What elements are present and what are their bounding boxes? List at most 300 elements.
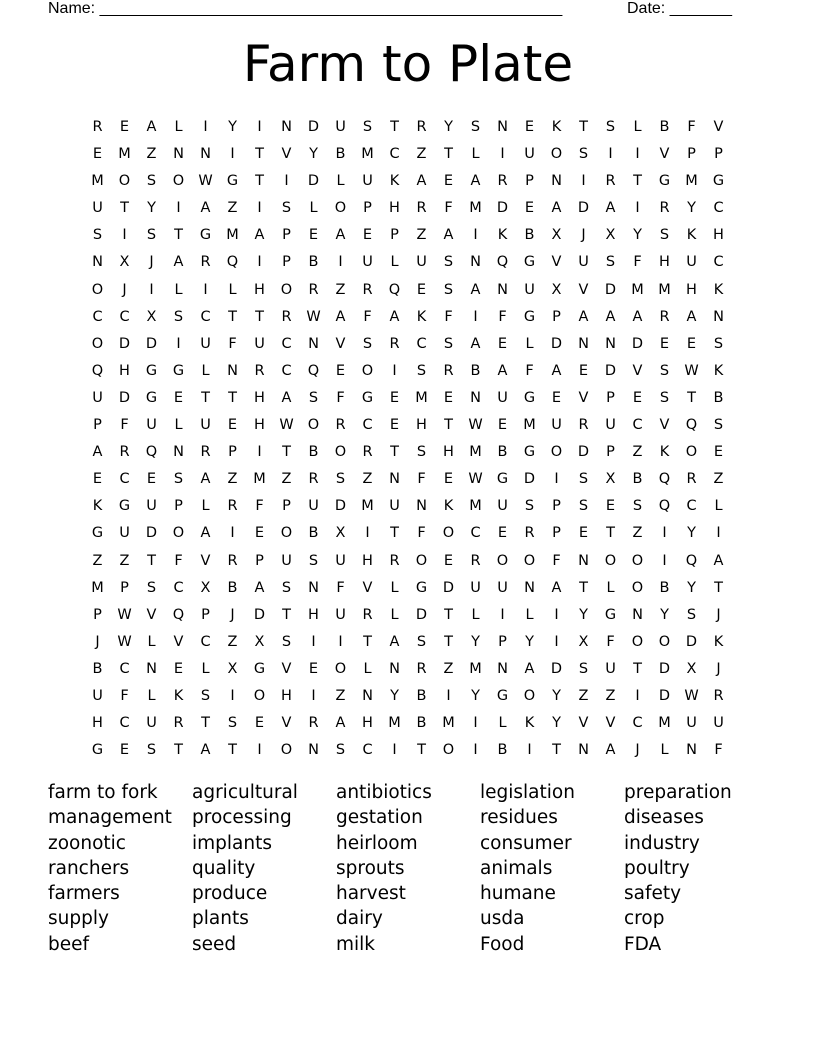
grid-letter[interactable]: R [389,335,400,352]
grid-letter[interactable]: N [497,660,508,677]
grid-letter[interactable]: O [442,525,455,542]
grid-letter[interactable]: D [307,119,320,135]
grid-letter[interactable]: N [389,660,400,677]
grid-letter[interactable]: V [281,660,292,677]
grid-letter[interactable]: M [658,281,671,298]
grid-letter[interactable]: V [281,146,292,163]
grid-letter[interactable]: H [254,389,265,406]
grid-letter[interactable]: C [470,525,481,542]
grid-letter[interactable]: A [200,200,211,217]
grid-letter[interactable]: S [173,471,184,488]
grid-letter[interactable]: A [416,173,427,190]
grid-letter[interactable]: F [417,525,426,542]
grid-letter[interactable]: G [145,389,158,406]
grid-letter[interactable]: R [173,715,184,732]
grid-letter[interactable]: G [361,389,374,406]
grid-letter[interactable]: A [470,335,481,352]
grid-letter[interactable]: H [443,444,454,461]
grid-letter[interactable]: K [497,227,508,244]
grid-letter[interactable]: G [172,362,185,379]
grid-letter[interactable]: D [550,660,563,677]
grid-letter[interactable]: T [633,660,642,677]
grid-letter[interactable]: I [257,119,262,135]
grid-letter[interactable]: P [120,579,129,596]
grid-letter[interactable]: K [686,227,697,244]
grid-letter[interactable]: T [120,200,129,217]
grid-letter[interactable]: C [200,633,211,650]
grid-letter[interactable]: K [443,498,454,515]
grid-letter[interactable]: S [578,498,589,515]
grid-letter[interactable]: F [714,742,723,759]
grid-letter[interactable]: T [282,444,291,461]
grid-letter[interactable]: S [362,119,373,135]
grid-letter[interactable]: U [713,715,724,732]
grid-letter[interactable]: N [578,335,589,352]
grid-letter[interactable]: U [335,606,346,623]
grid-letter[interactable]: G [658,173,671,190]
grid-letter[interactable]: Z [578,687,589,704]
grid-letter[interactable]: X [227,660,238,677]
grid-letter[interactable]: F [687,119,696,135]
grid-letter[interactable]: T [255,173,264,190]
grid-letter[interactable]: O [685,444,698,461]
grid-letter[interactable]: O [334,200,347,217]
grid-letter[interactable]: L [363,660,372,677]
grid-letter[interactable]: S [281,200,292,217]
grid-letter[interactable]: J [122,281,127,298]
grid-letter[interactable]: D [577,444,590,461]
grid-letter[interactable]: A [200,471,211,488]
grid-letter[interactable]: S [416,362,427,379]
grid-letter[interactable]: J [716,606,721,623]
grid-letter[interactable]: U [605,417,616,434]
grid-letter[interactable]: H [362,552,373,569]
grid-letter[interactable]: P [552,525,561,542]
grid-letter[interactable]: I [554,633,559,650]
grid-letter[interactable]: E [578,525,589,542]
grid-letter[interactable]: O [631,579,644,596]
grid-letter[interactable]: F [255,498,264,515]
grid-letter[interactable]: E [632,389,643,406]
grid-letter[interactable]: S [146,173,157,190]
grid-letter[interactable]: T [363,633,372,650]
grid-letter[interactable]: L [633,119,642,135]
grid-letter[interactable]: B [416,687,427,704]
grid-letter[interactable]: N [173,444,184,461]
grid-letter[interactable]: I [473,227,478,244]
grid-letter[interactable]: E [92,471,103,488]
grid-letter[interactable]: V [551,254,562,271]
grid-letter[interactable]: P [552,308,561,325]
grid-letter[interactable]: E [551,389,562,406]
grid-letter[interactable]: Z [335,281,346,298]
grid-letter[interactable]: T [606,525,615,542]
grid-letter[interactable]: S [632,498,643,515]
grid-letter[interactable]: Y [471,633,480,650]
grid-letter[interactable]: O [361,362,374,379]
grid-letter[interactable]: K [659,444,670,461]
grid-letter[interactable]: B [92,660,103,677]
grid-letter[interactable]: N [497,119,508,135]
grid-letter[interactable]: S [308,389,319,406]
grid-letter[interactable]: N [146,660,157,677]
grid-letter[interactable]: I [365,525,370,542]
grid-letter[interactable]: U [470,579,481,596]
grid-letter[interactable]: S [605,119,616,135]
grid-letter[interactable]: P [390,227,399,244]
grid-letter[interactable]: O [631,552,644,569]
grid-letter[interactable]: M [118,146,131,163]
grid-letter[interactable]: J [95,633,100,650]
grid-letter[interactable]: I [176,200,181,217]
grid-letter[interactable]: C [119,715,130,732]
grid-letter[interactable]: E [524,200,535,217]
grid-letter[interactable]: B [308,444,319,461]
grid-letter[interactable]: C [713,254,724,271]
grid-letter[interactable]: O [334,660,347,677]
grid-letter[interactable]: D [334,498,347,515]
grid-letter[interactable]: F [336,389,345,406]
grid-letter[interactable]: Z [335,687,346,704]
grid-letter[interactable]: C [686,498,697,515]
grid-letter[interactable]: U [119,525,130,542]
grid-letter[interactable]: E [92,146,103,163]
grid-letter[interactable]: B [497,742,508,759]
grid-letter[interactable]: S [443,281,454,298]
grid-letter[interactable]: C [389,146,400,163]
grid-letter[interactable]: M [442,715,455,732]
grid-letter[interactable]: L [606,579,615,596]
grid-letter[interactable]: Q [658,498,671,515]
grid-letter[interactable]: A [470,173,481,190]
grid-letter[interactable]: T [255,146,264,163]
name-field[interactable]: Name: ____________________________________________________ [48,0,563,17]
grid-letter[interactable]: L [471,146,480,163]
grid-letter[interactable]: C [281,335,292,352]
grid-letter[interactable]: U [362,254,373,271]
grid-letter[interactable]: N [713,308,724,325]
grid-letter[interactable]: Z [146,146,157,163]
grid-letter[interactable]: K [551,119,562,135]
grid-letter[interactable]: T [228,742,237,759]
grid-letter[interactable]: S [578,471,589,488]
grid-letter[interactable]: I [257,200,262,217]
grid-letter[interactable]: I [284,173,289,190]
grid-letter[interactable]: Z [632,525,643,542]
grid-letter[interactable]: F [120,417,129,434]
grid-letter[interactable]: L [714,498,723,515]
grid-letter[interactable]: H [659,254,670,271]
grid-letter[interactable]: I [230,146,235,163]
grid-letter[interactable]: R [416,660,427,677]
grid-letter[interactable]: R [308,281,319,298]
grid-letter[interactable]: G [523,389,536,406]
grid-letter[interactable]: O [550,146,563,163]
grid-letter[interactable]: S [281,633,292,650]
grid-letter[interactable]: N [308,335,319,352]
grid-letter[interactable]: L [471,606,480,623]
grid-letter[interactable]: B [497,444,508,461]
grid-letter[interactable]: L [174,281,183,298]
grid-letter[interactable]: F [336,579,345,596]
grid-letter[interactable]: Z [227,471,238,488]
grid-letter[interactable]: L [525,606,534,623]
grid-letter[interactable]: E [173,389,184,406]
grid-letter[interactable]: C [92,308,103,325]
grid-letter[interactable]: E [713,444,724,461]
grid-letter[interactable]: M [469,660,482,677]
grid-letter[interactable]: M [523,417,536,434]
grid-letter[interactable]: H [254,417,265,434]
grid-letter[interactable]: Q [496,254,509,271]
grid-letter[interactable]: V [200,552,211,569]
grid-letter[interactable]: Q [226,254,239,271]
grid-letter[interactable]: A [470,281,481,298]
grid-letter[interactable]: T [579,579,588,596]
grid-letter[interactable]: I [527,742,532,759]
grid-letter[interactable]: F [444,308,453,325]
grid-letter[interactable]: P [282,498,291,515]
grid-letter[interactable]: N [281,119,292,135]
grid-letter[interactable]: J [149,254,154,271]
grid-letter[interactable]: S [416,633,427,650]
grid-letter[interactable]: I [473,715,478,732]
grid-letter[interactable]: R [254,362,265,379]
grid-letter[interactable]: N [173,146,184,163]
grid-letter[interactable]: E [389,389,400,406]
grid-letter[interactable]: V [578,281,589,298]
grid-letter[interactable]: V [659,417,670,434]
grid-letter[interactable]: X [146,308,157,325]
grid-letter[interactable]: H [254,281,265,298]
grid-letter[interactable]: J [635,742,640,759]
grid-letter[interactable]: A [335,308,346,325]
grid-letter[interactable]: A [443,227,454,244]
grid-letter[interactable]: D [145,335,158,352]
grid-letter[interactable]: K [92,498,103,515]
grid-letter[interactable]: S [362,335,373,352]
grid-letter[interactable]: O [442,742,455,759]
grid-letter[interactable]: T [444,417,453,434]
grid-letter[interactable]: F [228,335,237,352]
grid-letter[interactable]: H [686,281,697,298]
grid-letter[interactable]: D [658,660,671,677]
grid-letter[interactable]: C [119,660,130,677]
grid-letter[interactable]: S [605,254,616,271]
grid-letter[interactable]: I [203,281,208,298]
grid-letter[interactable]: I [635,200,640,217]
grid-letter[interactable]: T [201,715,210,732]
grid-letter[interactable]: T [444,633,453,650]
grid-letter[interactable]: F [417,471,426,488]
grid-letter[interactable]: P [687,146,696,163]
grid-letter[interactable]: W [684,362,699,379]
grid-letter[interactable]: S [524,498,535,515]
grid-letter[interactable]: S [146,579,157,596]
grid-letter[interactable]: H [362,715,373,732]
grid-letter[interactable]: Y [471,687,480,704]
grid-letter[interactable]: Q [388,281,401,298]
grid-letter[interactable]: N [686,742,697,759]
grid-letter[interactable]: P [228,444,237,461]
grid-letter[interactable]: C [281,362,292,379]
grid-letter[interactable]: W [117,633,132,650]
grid-letter[interactable]: R [686,471,697,488]
grid-letter[interactable]: R [335,417,346,434]
grid-letter[interactable]: L [201,660,210,677]
grid-letter[interactable]: E [578,362,589,379]
grid-letter[interactable]: G [118,498,131,515]
grid-letter[interactable]: S [713,335,724,352]
grid-letter[interactable]: Z [227,200,238,217]
grid-letter[interactable]: M [91,579,104,596]
grid-letter[interactable]: L [390,606,399,623]
grid-letter[interactable]: S [227,715,238,732]
grid-letter[interactable]: B [659,579,670,596]
grid-letter[interactable]: S [578,146,589,163]
grid-letter[interactable]: S [713,417,724,434]
grid-letter[interactable]: R [362,281,373,298]
grid-letter[interactable]: U [524,146,535,163]
grid-letter[interactable]: Q [91,362,104,379]
grid-letter[interactable]: M [91,173,104,190]
grid-letter[interactable]: U [92,687,103,704]
grid-letter[interactable]: U [146,417,157,434]
grid-letter[interactable]: X [578,633,589,650]
grid-letter[interactable]: M [253,471,266,488]
grid-letter[interactable]: E [308,660,319,677]
grid-letter[interactable]: R [200,444,211,461]
grid-letter[interactable]: Z [416,146,427,163]
grid-letter[interactable]: E [497,417,508,434]
grid-letter[interactable]: U [92,389,103,406]
grid-letter[interactable]: K [524,715,535,732]
grid-letter[interactable]: F [552,552,561,569]
grid-letter[interactable]: P [606,444,615,461]
grid-letter[interactable]: E [362,227,373,244]
grid-letter[interactable]: G [496,471,509,488]
grid-letter[interactable]: C [416,335,427,352]
grid-letter[interactable]: E [443,173,454,190]
grid-letter[interactable]: E [524,119,535,135]
grid-letter[interactable]: L [174,119,183,135]
grid-letter[interactable]: L [390,254,399,271]
grid-letter[interactable]: N [578,552,589,569]
grid-letter[interactable]: I [203,119,208,135]
grid-letter[interactable]: Y [687,525,696,542]
grid-letter[interactable]: E [497,335,508,352]
grid-letter[interactable]: P [93,606,102,623]
grid-letter[interactable]: T [579,119,588,135]
grid-letter[interactable]: U [146,498,157,515]
grid-letter[interactable]: V [578,389,589,406]
grid-letter[interactable]: Y [633,227,642,244]
grid-letter[interactable]: G [523,254,536,271]
grid-letter[interactable]: E [308,227,319,244]
grid-letter[interactable]: H [713,227,724,244]
grid-letter[interactable]: U [92,200,103,217]
grid-letter[interactable]: S [686,606,697,623]
grid-letter[interactable]: L [147,633,156,650]
grid-letter[interactable]: T [147,552,156,569]
grid-letter[interactable]: B [416,715,427,732]
grid-letter[interactable]: L [147,687,156,704]
grid-letter[interactable]: O [550,444,563,461]
grid-letter[interactable]: Y [687,579,696,596]
grid-letter[interactable]: L [660,742,669,759]
grid-letter[interactable]: V [173,633,184,650]
grid-letter[interactable]: A [335,227,346,244]
grid-letter[interactable]: V [605,715,616,732]
grid-letter[interactable]: O [604,552,617,569]
grid-letter[interactable]: T [174,227,183,244]
grid-letter[interactable]: N [551,173,562,190]
grid-letter[interactable]: N [362,687,373,704]
grid-letter[interactable]: S [308,552,319,569]
grid-letter[interactable]: U [578,254,589,271]
grid-letter[interactable]: O [118,173,131,190]
grid-letter[interactable]: P [714,146,723,163]
grid-letter[interactable]: M [469,498,482,515]
grid-letter[interactable]: N [308,742,319,759]
grid-letter[interactable]: I [122,227,127,244]
grid-letter[interactable]: L [336,173,345,190]
grid-letter[interactable]: W [684,687,699,704]
grid-letter[interactable]: Q [658,471,671,488]
grid-letter[interactable]: K [173,687,184,704]
grid-letter[interactable]: Q [172,606,185,623]
grid-letter[interactable]: I [230,525,235,542]
grid-letter[interactable]: A [335,715,346,732]
grid-letter[interactable]: J [716,660,721,677]
grid-letter[interactable]: R [389,552,400,569]
grid-letter[interactable]: E [119,742,130,759]
grid-letter[interactable]: E [443,552,454,569]
grid-letter[interactable]: R [119,444,130,461]
grid-letter[interactable]: R [308,715,319,732]
grid-letter[interactable]: P [525,173,534,190]
grid-letter[interactable]: X [335,525,346,542]
grid-letter[interactable]: M [415,389,428,406]
letter-grid[interactable] [84,114,732,764]
grid-letter[interactable]: W [117,606,132,623]
grid-letter[interactable]: T [174,742,183,759]
grid-letter[interactable]: U [200,335,211,352]
grid-letter[interactable]: E [173,660,184,677]
grid-letter[interactable]: M [388,715,401,732]
grid-letter[interactable]: I [338,633,343,650]
grid-letter[interactable]: H [119,362,130,379]
grid-letter[interactable]: S [470,119,481,135]
grid-letter[interactable]: Z [227,633,238,650]
grid-letter[interactable]: A [578,308,589,325]
grid-letter[interactable]: O [523,687,536,704]
grid-letter[interactable]: E [254,715,265,732]
grid-letter[interactable]: G [199,227,212,244]
grid-letter[interactable]: R [659,308,670,325]
grid-letter[interactable]: T [201,389,210,406]
grid-letter[interactable]: I [257,742,262,759]
grid-letter[interactable]: U [335,552,346,569]
grid-letter[interactable]: G [415,579,428,596]
grid-letter[interactable]: W [468,417,483,434]
grid-letter[interactable]: B [308,525,319,542]
grid-letter[interactable]: S [335,471,346,488]
grid-letter[interactable]: I [311,687,316,704]
grid-letter[interactable]: N [524,579,535,596]
grid-letter[interactable]: F [633,254,642,271]
grid-letter[interactable]: M [469,444,482,461]
